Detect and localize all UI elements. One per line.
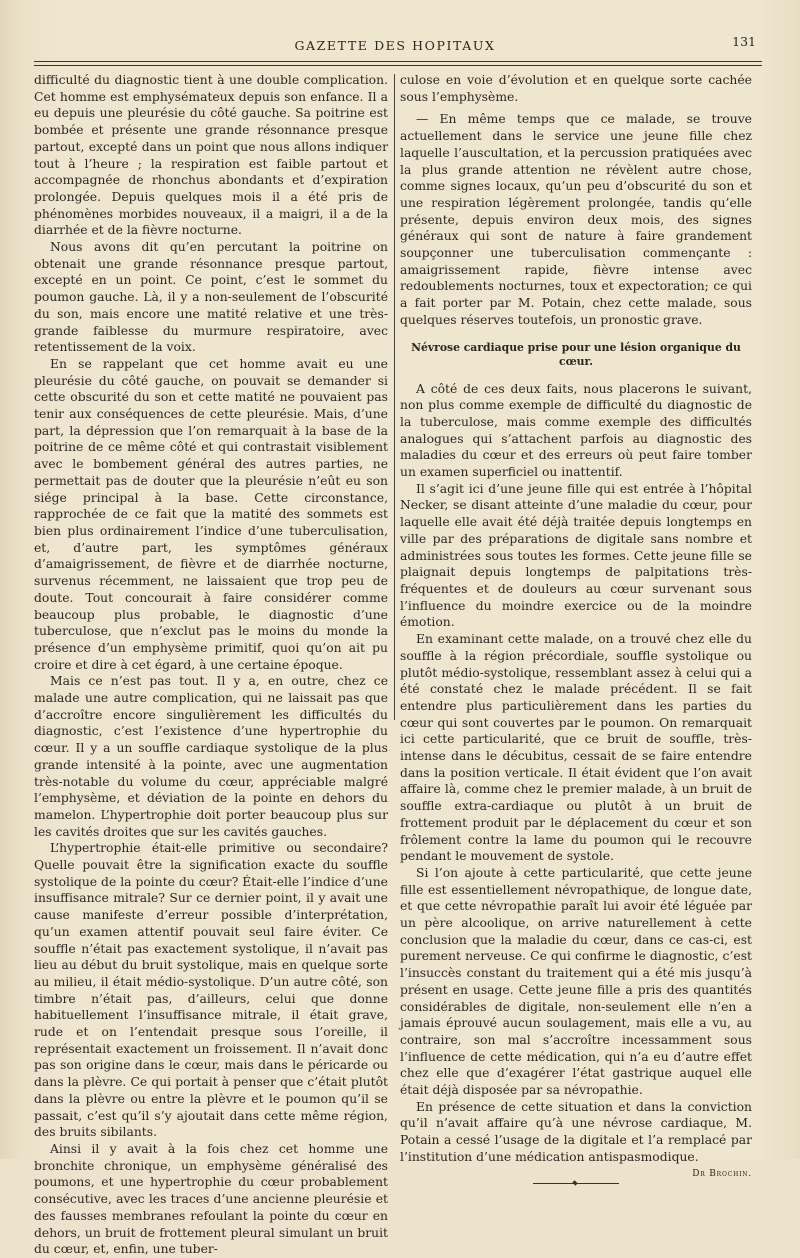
author-signature: Dr Brochin.: [692, 1168, 752, 1179]
paragraph: Si l’on ajoute à cette particularité, que cette jeune fille est essentiellement névropathique, de longue date, et que cette névropathie paraît lui avoir été léguée par un père alcoolique, on arrive naturellement à cette conclusion que la maladie du cœur, dans ce cas-ci, est purement nerveuse. Ce qui confirme le diagnostic, c’est l’insuccès constant du traitement qui a été mis jusqu’à présent en usage. Cette jeune fille a pris des quantités considérables de digitale, non-seulement elle n’en a jamais éprouvé aucun soulagement, mais elle a vu, au contraire, son mal s’accroître incessamment sous l’influence de cette médication, qui n’a eu d’autre effet chez elle que d’exagérer l’état gastrique auquel elle était déjà disposée par sa névropathie.: [400, 865, 752, 1098]
paragraph: Il s’agit ici d’une jeune fille qui est entrée à l’hôpital Necker, se disant atteinte d’une maladie du cœur, pour laquelle elle avait été déjà traitée depuis longtemps en ville par des préparations de digitale sans nombre et administrées sous toutes les formes. Cette jeune fille se plaignait depuis longtemps de palpitations très-fréquentes et de douleurs au cœur survenant sous l’influence du moindre exercice ou de la moindre émotion.: [400, 481, 752, 630]
header-rule: [34, 61, 762, 62]
paragraph-text: En présence de cette situation et dans la conviction qu’il n’avait affaire qu’à une névrose cardiaque, M. Potain a cessé l’usage de la digitale et l’a remplacé par l’institution d’une médication antispasmodique.: [400, 1099, 752, 1164]
left-column: [34, 72, 388, 1258]
end-ornament-rule: [533, 1180, 619, 1186]
diamond-ornament-icon: [572, 1180, 577, 1185]
paragraph: Ainsi il y avait à la fois chez cet homme une bronchite chronique, un emphysème généralisé des poumons, et une hypertrophie du cœur probablement consécutive, avec les traces d’une ancienne pleurésie et des fausses membranes refoulant la pointe du cœur en dehors, un bruit de frottement pleural simulant un bruit du cœur, et, enfin, une tuber-: [34, 1142, 388, 1257]
right-column: [400, 72, 752, 1186]
paragraph: L’hypertrophie était-elle primitive ou secondaire? Quelle pouvait être la signification exacte du souffle systolique de la pointe du cœur? Était-elle l’indice d’une insuffisance mitrale? Sur ce dernier point, il y avait une cause manifeste d’erreur possible d’interprétation, qu’un examen attentif pouvait seul faire éviter. Ce souffle n’était pas exactement systolique, il n’avait pas lieu au début du bruit systolique, mais en quelque sorte au milieu, il était médio-systolique. D’un autre côté, son timbre n’était pas, d’ailleurs, celui que donne habituellement l’insuffisance mitrale, il était grave, rude et on l’entendait presque sous l’oreille, il représentait exactement un froissement. Il n’avait donc pas son origine dans le cœur, mais dans le péricarde ou dans la plèvre. Ce qui portait à penser que c’était plutôt dans la plèvre ou entre la plèvre et le poumon qu’il se passait, c’est qu’il s’y ajoutait dans cette même région, des bruits sibilants.: [34, 841, 388, 1140]
paragraph: A côté de ces deux faits, nous placerons le suivant, non plus comme exemple de difficulté du diagnostic de la tuberculose, mais comme exemple des difficultés analogues qui s’attachent parfois au diagnostic des maladies du cœur et des erreurs où peut faire tomber un examen superficiel ou inattentif.: [400, 381, 752, 480]
paragraph: Mais ce n’est pas tout. Il y a, en outre, chez ce malade une autre complication, qui ne laissait pas que d’accroître encore singulièrement les difficultés du diagnostic, c’est l’existence d’une hypertrophie du cœur. Il y a un souffle cardiaque systolique de la plus grande intensité à la pointe, avec une augmentation très-notable du volume du cœur, appréciable malgré l’emphysème, et déviation de la pointe en dehors du mamelon. L’hypertrophie doit porter beaucoup plus sur les cavités droites que sur les cavités gauches.: [34, 674, 388, 839]
page-number: 131: [732, 34, 756, 49]
paragraph: En examinant cette malade, on a trouvé chez elle du souffle à la région précordiale, souffle systolique ou plutôt médio-systolique, ressemblant assez à celui qui a été constaté chez le malade précédent. Il se fait entendre plus particulièrement dans les parties du cœur qui sont couvertes par le poumon. On remarquait ici cette particularité, que ce bruit de souffle, très-intense dans le décubitus, cessait de se faire entendre dans la position verticale. Il était évident que l’on avait affaire là, comme chez le premier malade, à un bruit de souffle extra-cardiaque ou plutôt à un bruit de frottement produit par le déplacement du cœur et son frôlement contre la lame du poumon qui le recouvre pendant le mouvement de systole.: [400, 632, 752, 864]
paragraph: difficulté du diagnostic tient à une double complication. Cet homme est emphysémateux depuis son enfance. Il a eu depuis une pleurésie du côté gauche. Sa poitrine est bombée et présente une grande résonnance presque partout, excepté dans un point que nous allons indiquer tout à l’heure ; la respiration est faible partout et accompagnée de rhonchus abondants et d’expiration prolongée. Depuis quelques mois il a été pris de phénomènes morbides nouveaux, il a maigri, il a de la diarrhée et de la fièvre nocturne.: [34, 73, 388, 238]
paragraph: culose en voie d’évolution et en quelque sorte cachée sous l’emphysème.: [400, 73, 752, 104]
page-header: [30, 30, 760, 64]
paragraph: Nous avons dit qu’en percutant la poitrine on obtenait une grande résonnance presque partout, excepté en un point. Ce point, c’est le sommet du poumon gauche. Là, il y a non-seulement de l’obscurité du son, mais encore une matité relative et une très-grande faiblesse du murmure respiratoire, avec retentissement de la voix.: [34, 240, 388, 355]
journal-title: GAZETTE DES HOPITAUX: [294, 38, 496, 53]
paragraph: — En même temps que ce malade, se trouve actuellement dans le service une jeune fille chez laquelle l’auscultation, et la percussion pratiquées avec la plus grande attention ne révèlent autre chose, comme signes locaux, qu’un peu d’obscurité du son et une respiration légèrement prolongée, tandis qu’elle présente, depuis environ deux mois, des signes généraux qui sont de nature à faire grandement soupçonner une tuberculisation commençante : amaigrissement rapide, fièvre intense avec redoublements nocturnes, toux et expectoration; ce qui a fait porter par M. Potain, chez cette malade, sous quelques réserves toutefois, un pronostic grave.: [400, 112, 752, 327]
section-title: Névrose cardiaque prise pour une lésion organique du cœur.: [411, 340, 741, 368]
header-rule-thin: [34, 65, 762, 66]
paragraph: En se rappelant que cet homme avait eu une pleurésie du côté gauche, on pouvait se demander si cette obscurité du son et cette matité ne pouvaient pas tenir aux conséquences de cette pleurésie. Mais, d’une part, la dépression que l’on remarquait à la base de la poitrine de ce même côté et qui contrastait visiblement avec le bombement général des autres parties, ne permettait pas de douter que la pleurésie n’eût eu son siége principal à la base. Cette circonstance, rapprochée de ce fait que la matité des sommets est bien plus ordinairement l’indice d’une tuberculisation, et, d’autre part, les symptômes généraux d’amaigrissement, de fièvre et de diarrhée nocturne, survenus récemment, ne laissaient que trop peu de doute. Tout concourait à faire considérer comme beaucoup plus probable, le diagnostic d’une tuberculose, que n’exclut pas le moins du monde la présence d’un emphysème primitif, quoi qu’on ait pu croire et dire à cet égard, à une certaine époque.: [34, 356, 388, 672]
column-divider: [394, 74, 395, 720]
paragraph: [400, 1099, 752, 1179]
